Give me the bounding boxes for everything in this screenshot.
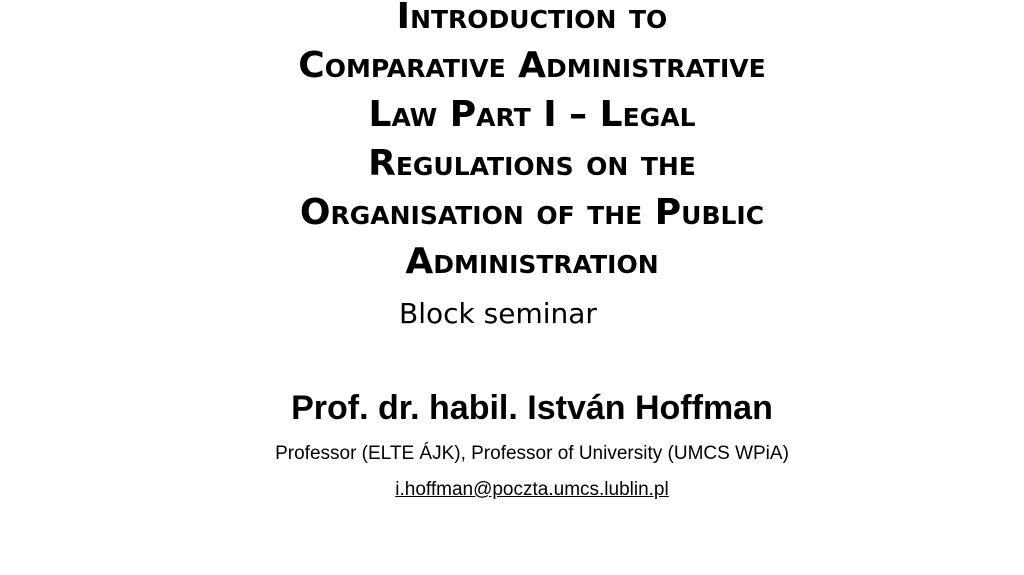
author-email-link[interactable]: i.hoffman@poczta.umcs.lublin.pl: [395, 479, 669, 500]
title-line-6: Administration: [405, 241, 659, 282]
title-line-2: Comparative Administrative: [298, 45, 766, 86]
author-role: Professor (ELTE ÁJK), Professor of University (UMCS WPiA): [275, 443, 789, 464]
slide-subtitle: Block seminar: [399, 297, 597, 330]
title-line-3: Law Part I – Legal: [368, 94, 696, 135]
slide-title: [0, 0, 1024, 286]
title-line-5: Organisation of the Public: [299, 192, 765, 233]
author-block: [0, 386, 1024, 502]
title-line-4: Regulations on the: [368, 143, 696, 184]
author-name: Prof. dr. habil. István Hoffman: [291, 389, 773, 427]
title-line-1: Introduction to: [396, 0, 668, 37]
